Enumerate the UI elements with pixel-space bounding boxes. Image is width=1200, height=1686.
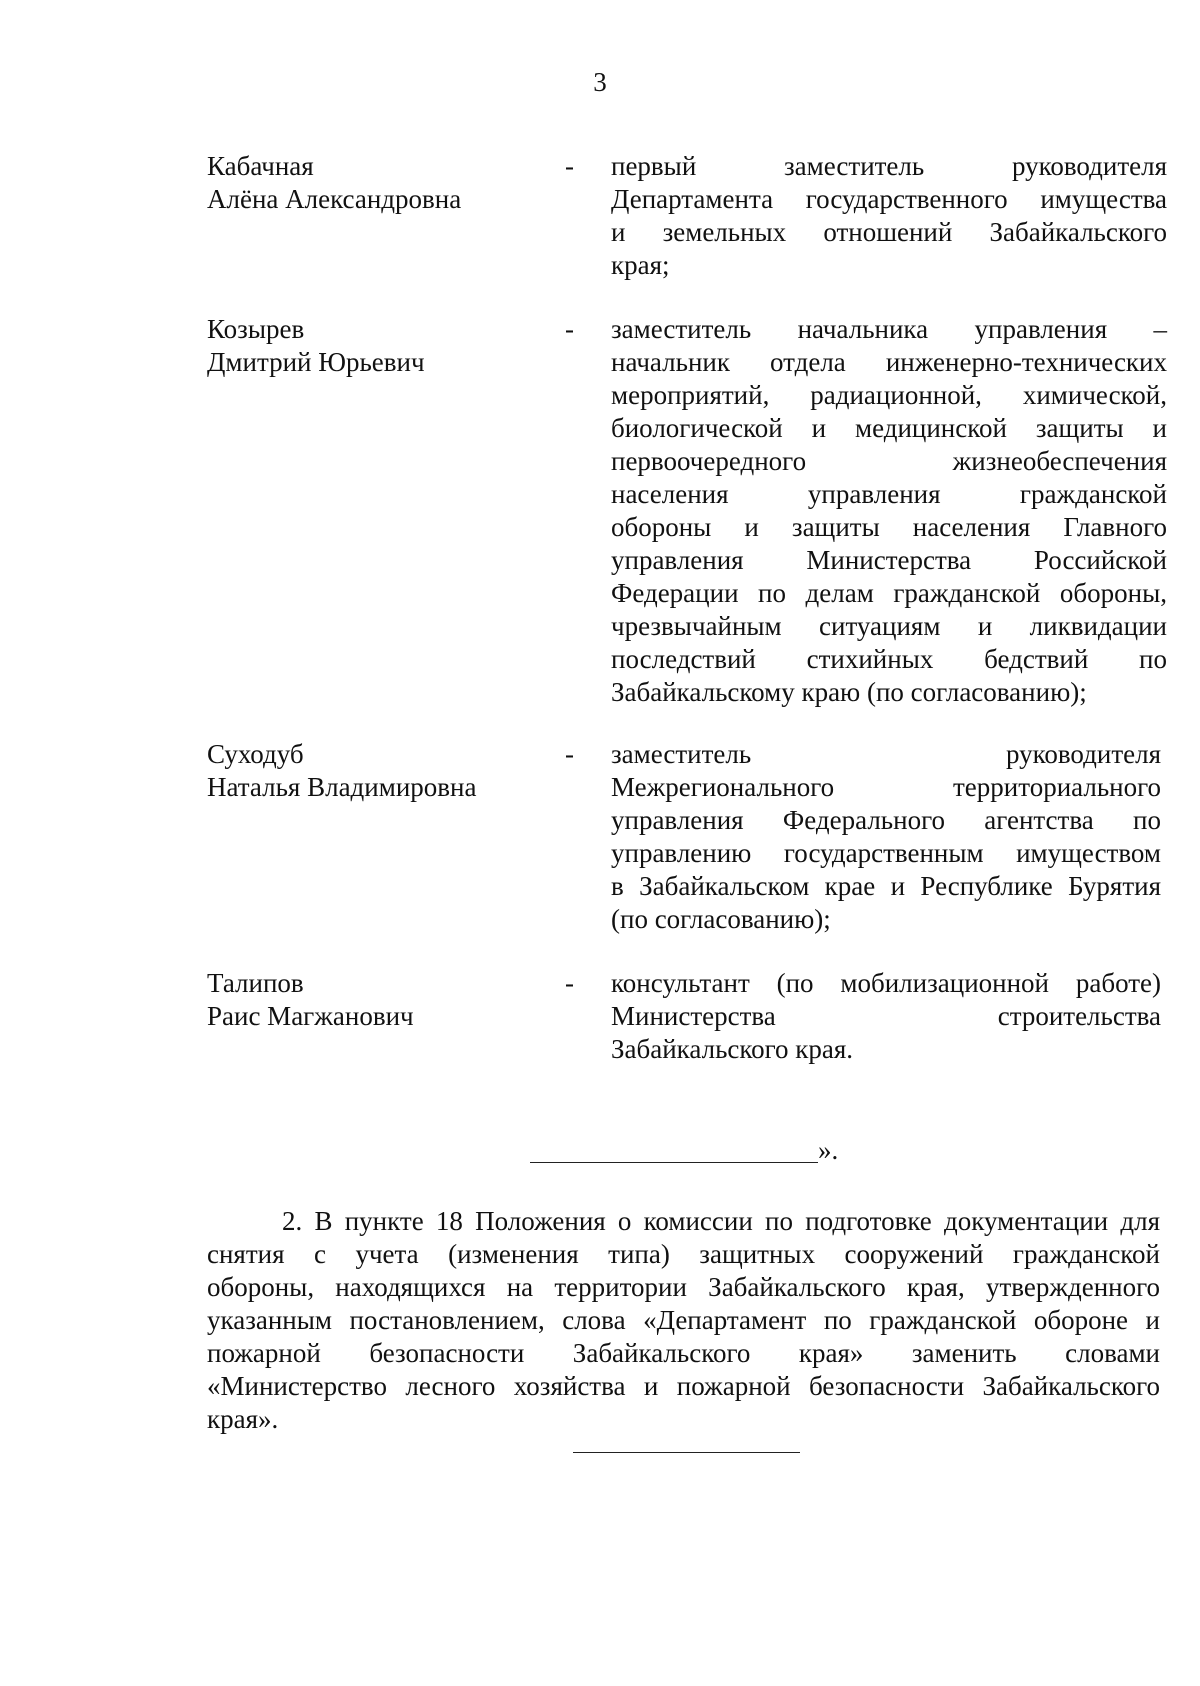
list-end-rule bbox=[530, 1162, 818, 1163]
role-line: Забайкальского края. bbox=[611, 1034, 854, 1064]
member-given-name: Раис Магжанович bbox=[207, 1001, 414, 1031]
member-given-name: Дмитрий Юрьевич bbox=[207, 347, 425, 377]
role-line: консультант (по мобилизационной работе) bbox=[611, 968, 1161, 998]
paragraph-line: снятия с учета (изменения типа) защитных сооружений гражданской bbox=[207, 1239, 1160, 1269]
role-line: Министерства строительства bbox=[611, 1001, 1161, 1031]
role-line: управления Федерального агентства по bbox=[611, 805, 1161, 835]
role-line: управлению государственным имуществом bbox=[611, 838, 1161, 868]
closing-rule bbox=[573, 1452, 800, 1453]
member-surname: Кабачная bbox=[207, 151, 314, 181]
role-line: Департамента государственного имущества bbox=[611, 184, 1167, 214]
separator-dash: - bbox=[565, 314, 574, 344]
member-name bbox=[207, 313, 537, 379]
member-surname: Суходуб bbox=[207, 739, 304, 769]
member-name bbox=[207, 150, 537, 216]
member-role bbox=[611, 150, 1167, 282]
paragraph-line: указанным постановлением, слова «Департамент по гражданской обороне и bbox=[207, 1305, 1160, 1335]
role-line: начальник отдела инженерно-технических bbox=[611, 347, 1167, 377]
list-end-quote: ». bbox=[818, 1135, 839, 1165]
role-line: первоочередного жизнеобеспечения bbox=[611, 446, 1167, 476]
member-given-name: Алёна Александровна bbox=[207, 184, 462, 214]
separator-dash: - bbox=[565, 151, 574, 181]
member-role bbox=[611, 967, 1161, 1066]
role-line: в Забайкальском крае и Республике Бурятия bbox=[611, 871, 1161, 901]
role-line: обороны и защиты населения Главного bbox=[611, 512, 1167, 542]
role-line: первый заместитель руководителя bbox=[611, 151, 1167, 181]
page-number: 3 bbox=[593, 67, 607, 97]
paragraph-line: края». bbox=[207, 1404, 279, 1434]
amendment-paragraph bbox=[207, 1205, 1160, 1436]
role-line: населения управления гражданской bbox=[611, 479, 1167, 509]
role-line: края; bbox=[611, 250, 670, 280]
member-surname: Козырев bbox=[207, 314, 305, 344]
role-line: последствий стихийных бедствий по bbox=[611, 644, 1167, 674]
role-line: управления Министерства Российской bbox=[611, 545, 1167, 575]
paragraph-line: пожарной безопасности Забайкальского края» заменить словами bbox=[207, 1338, 1160, 1368]
role-line: мероприятий, радиационной, химической, bbox=[611, 380, 1167, 410]
role-line: заместитель руководителя bbox=[611, 739, 1161, 769]
member-name bbox=[207, 738, 537, 804]
role-line: Забайкальскому краю (по согласованию); bbox=[611, 677, 1087, 707]
role-line: биологической и медицинской защиты и bbox=[611, 413, 1167, 443]
role-line: (по согласованию); bbox=[611, 904, 831, 934]
member-given-name: Наталья Владимировна bbox=[207, 772, 477, 802]
separator-dash: - bbox=[565, 968, 574, 998]
member-surname: Талипов bbox=[207, 968, 304, 998]
member-role bbox=[611, 313, 1167, 709]
paragraph-line: 2. В пункте 18 Положения о комиссии по подготовке документации для bbox=[282, 1206, 1160, 1236]
member-name bbox=[207, 967, 537, 1033]
member-role bbox=[611, 738, 1161, 936]
separator-dash: - bbox=[565, 739, 574, 769]
role-line: заместитель начальника управления – bbox=[611, 314, 1167, 344]
role-line: чрезвычайным ситуациям и ликвидации bbox=[611, 611, 1167, 641]
role-line: Межрегионального территориального bbox=[611, 772, 1161, 802]
paragraph-line: обороны, находящихся на территории Забайкальского края, утвержденного bbox=[207, 1272, 1160, 1302]
paragraph-line: «Министерство лесного хозяйства и пожарной безопасности Забайкальского bbox=[207, 1371, 1160, 1401]
role-line: Федерации по делам гражданской обороны, bbox=[611, 578, 1167, 608]
role-line: и земельных отношений Забайкальского bbox=[611, 217, 1167, 247]
